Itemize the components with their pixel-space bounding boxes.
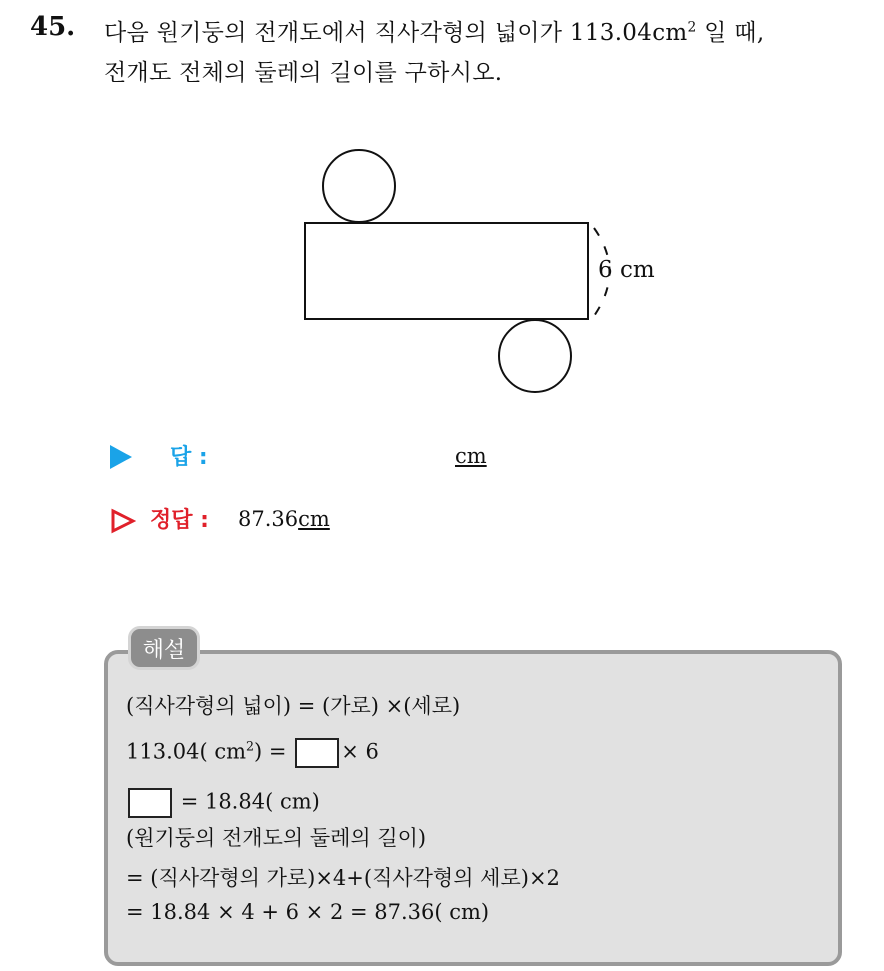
- explanation-line-4: (원기둥의 전개도의 둘레의 길이): [126, 826, 427, 850]
- explanation-line-5: = (직사각형의 가로)×4+(직사각형의 세로)×2: [126, 866, 560, 890]
- correct-answer-value: [238, 507, 330, 531]
- question-text-line1: [104, 14, 764, 47]
- explanation-line-3: [126, 788, 320, 818]
- question-text-line2: 전개도 전체의 둘레의 길이를 구하시오.: [104, 60, 503, 86]
- blank-box: [128, 788, 172, 818]
- correct-answer-unit: cm: [298, 507, 330, 531]
- answer-unit: cm: [455, 444, 487, 468]
- height-label: 6 cm: [598, 257, 655, 283]
- question-number: 45.: [30, 12, 76, 42]
- explanation-exponent: 2: [246, 738, 255, 754]
- blank-box: [295, 738, 339, 768]
- question-text-tail: 일 때,: [696, 20, 765, 46]
- play-triangle-icon: [110, 445, 132, 469]
- net-rectangle: [305, 223, 588, 319]
- correct-answer-number: 87.36: [238, 507, 299, 531]
- explanation-times-six: × 6: [341, 739, 379, 764]
- explanation-line-1: (직사각형의 넓이) = (가로) ×(세로): [126, 694, 461, 718]
- correct-answer-label: 정답 :: [150, 508, 209, 533]
- explanation-line-6: = 18.84 × 4 + 6 × 2 = 87.36( cm): [126, 900, 490, 924]
- outline-triangle-icon: [110, 508, 136, 534]
- explanation-line-2: [126, 738, 379, 768]
- question-text-part: 다음 원기둥의 전개도에서 직사각형의 넓이가 113.04: [104, 20, 653, 46]
- bottom-circle: [499, 320, 571, 392]
- cylinder-net-figure: [300, 148, 700, 398]
- correct-marker: [110, 504, 136, 538]
- explanation-width-result: = 18.84( cm): [180, 789, 320, 814]
- explanation-area-value: 113.04( cm: [126, 739, 247, 764]
- answer-label: 답 :: [170, 445, 208, 470]
- explanation-tag: 해설: [128, 626, 200, 670]
- explanation-equals: ) =: [254, 739, 294, 764]
- question-unit: cm: [652, 20, 688, 46]
- answer-marker: [110, 440, 132, 474]
- top-circle: [323, 150, 395, 222]
- question-unit-exponent: 2: [687, 19, 697, 36]
